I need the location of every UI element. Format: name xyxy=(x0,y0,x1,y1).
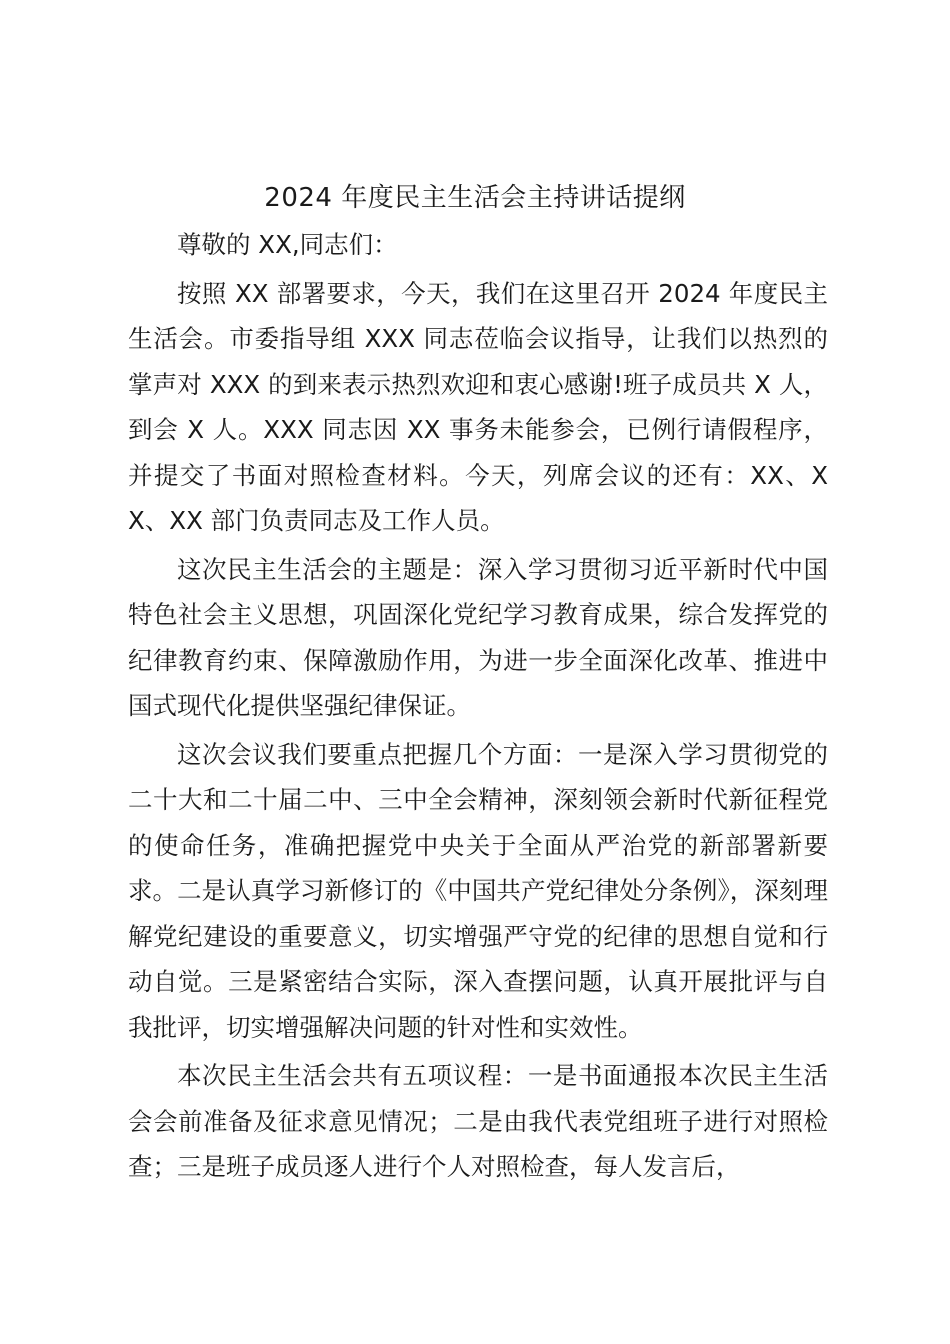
document-body xyxy=(128,222,828,1193)
opening-paragraph: 按照 XX 部署要求，今天，我们在这里召开 2024 年度民主生活会。市委指导组 XXX 同志莅临会议指导，让我们以热烈的掌声对 XXX 的到来表示热烈欢迎和衷心感谢!班子成员共 X 人，到会 X 人。XXX 同志因 XX 事务未能参会，已例行请假程序，并提交了书面对照检查材料。今天，列席会议的还有：XX、XX、XX 部门负责同志及工作人员。 xyxy=(128,278,828,535)
theme-paragraph: 这次民主生活会的主题是：深入学习贯彻习近平新时代中国特色社会主义思想，巩固深化党纪学习教育成果，综合发挥党的纪律教育约束、保障激励作用，为进一步全面深化改革、推进中国式现代化提供坚强纪律保证。 xyxy=(128,554,828,720)
agenda-paragraph: 本次民主生活会共有五项议程：一是书面通报本次民主生活会会前准备及征求意见情况；二是由我代表党组班子进行对照检查；三是班子成员逐人进行个人对照检查，每人发言后， xyxy=(128,1061,828,1181)
document-title: 2024 年度民主生活会主持讲话提纲 xyxy=(264,183,686,213)
focus-points-paragraph: 这次会议我们要重点把握几个方面：一是深入学习贯彻党的二十大和二十届二中、三中全会精神，深刻领会新时代新征程党的使命任务，准确把握党中央关于全面从严治党的新部署新要求。二是认真学习新修订的《中国共产党纪律处分条例》，深刻理解党纪建设的重要意义，切实增强严守党的纪律的思想自觉和行动自觉。三是紧密结合实际，深入查摆问题，认真开展批评与自我批评，切实增强解决问题的针对性和实效性。 xyxy=(128,739,828,1042)
salutation-paragraph: 尊敬的 XX,同志们： xyxy=(177,230,398,259)
